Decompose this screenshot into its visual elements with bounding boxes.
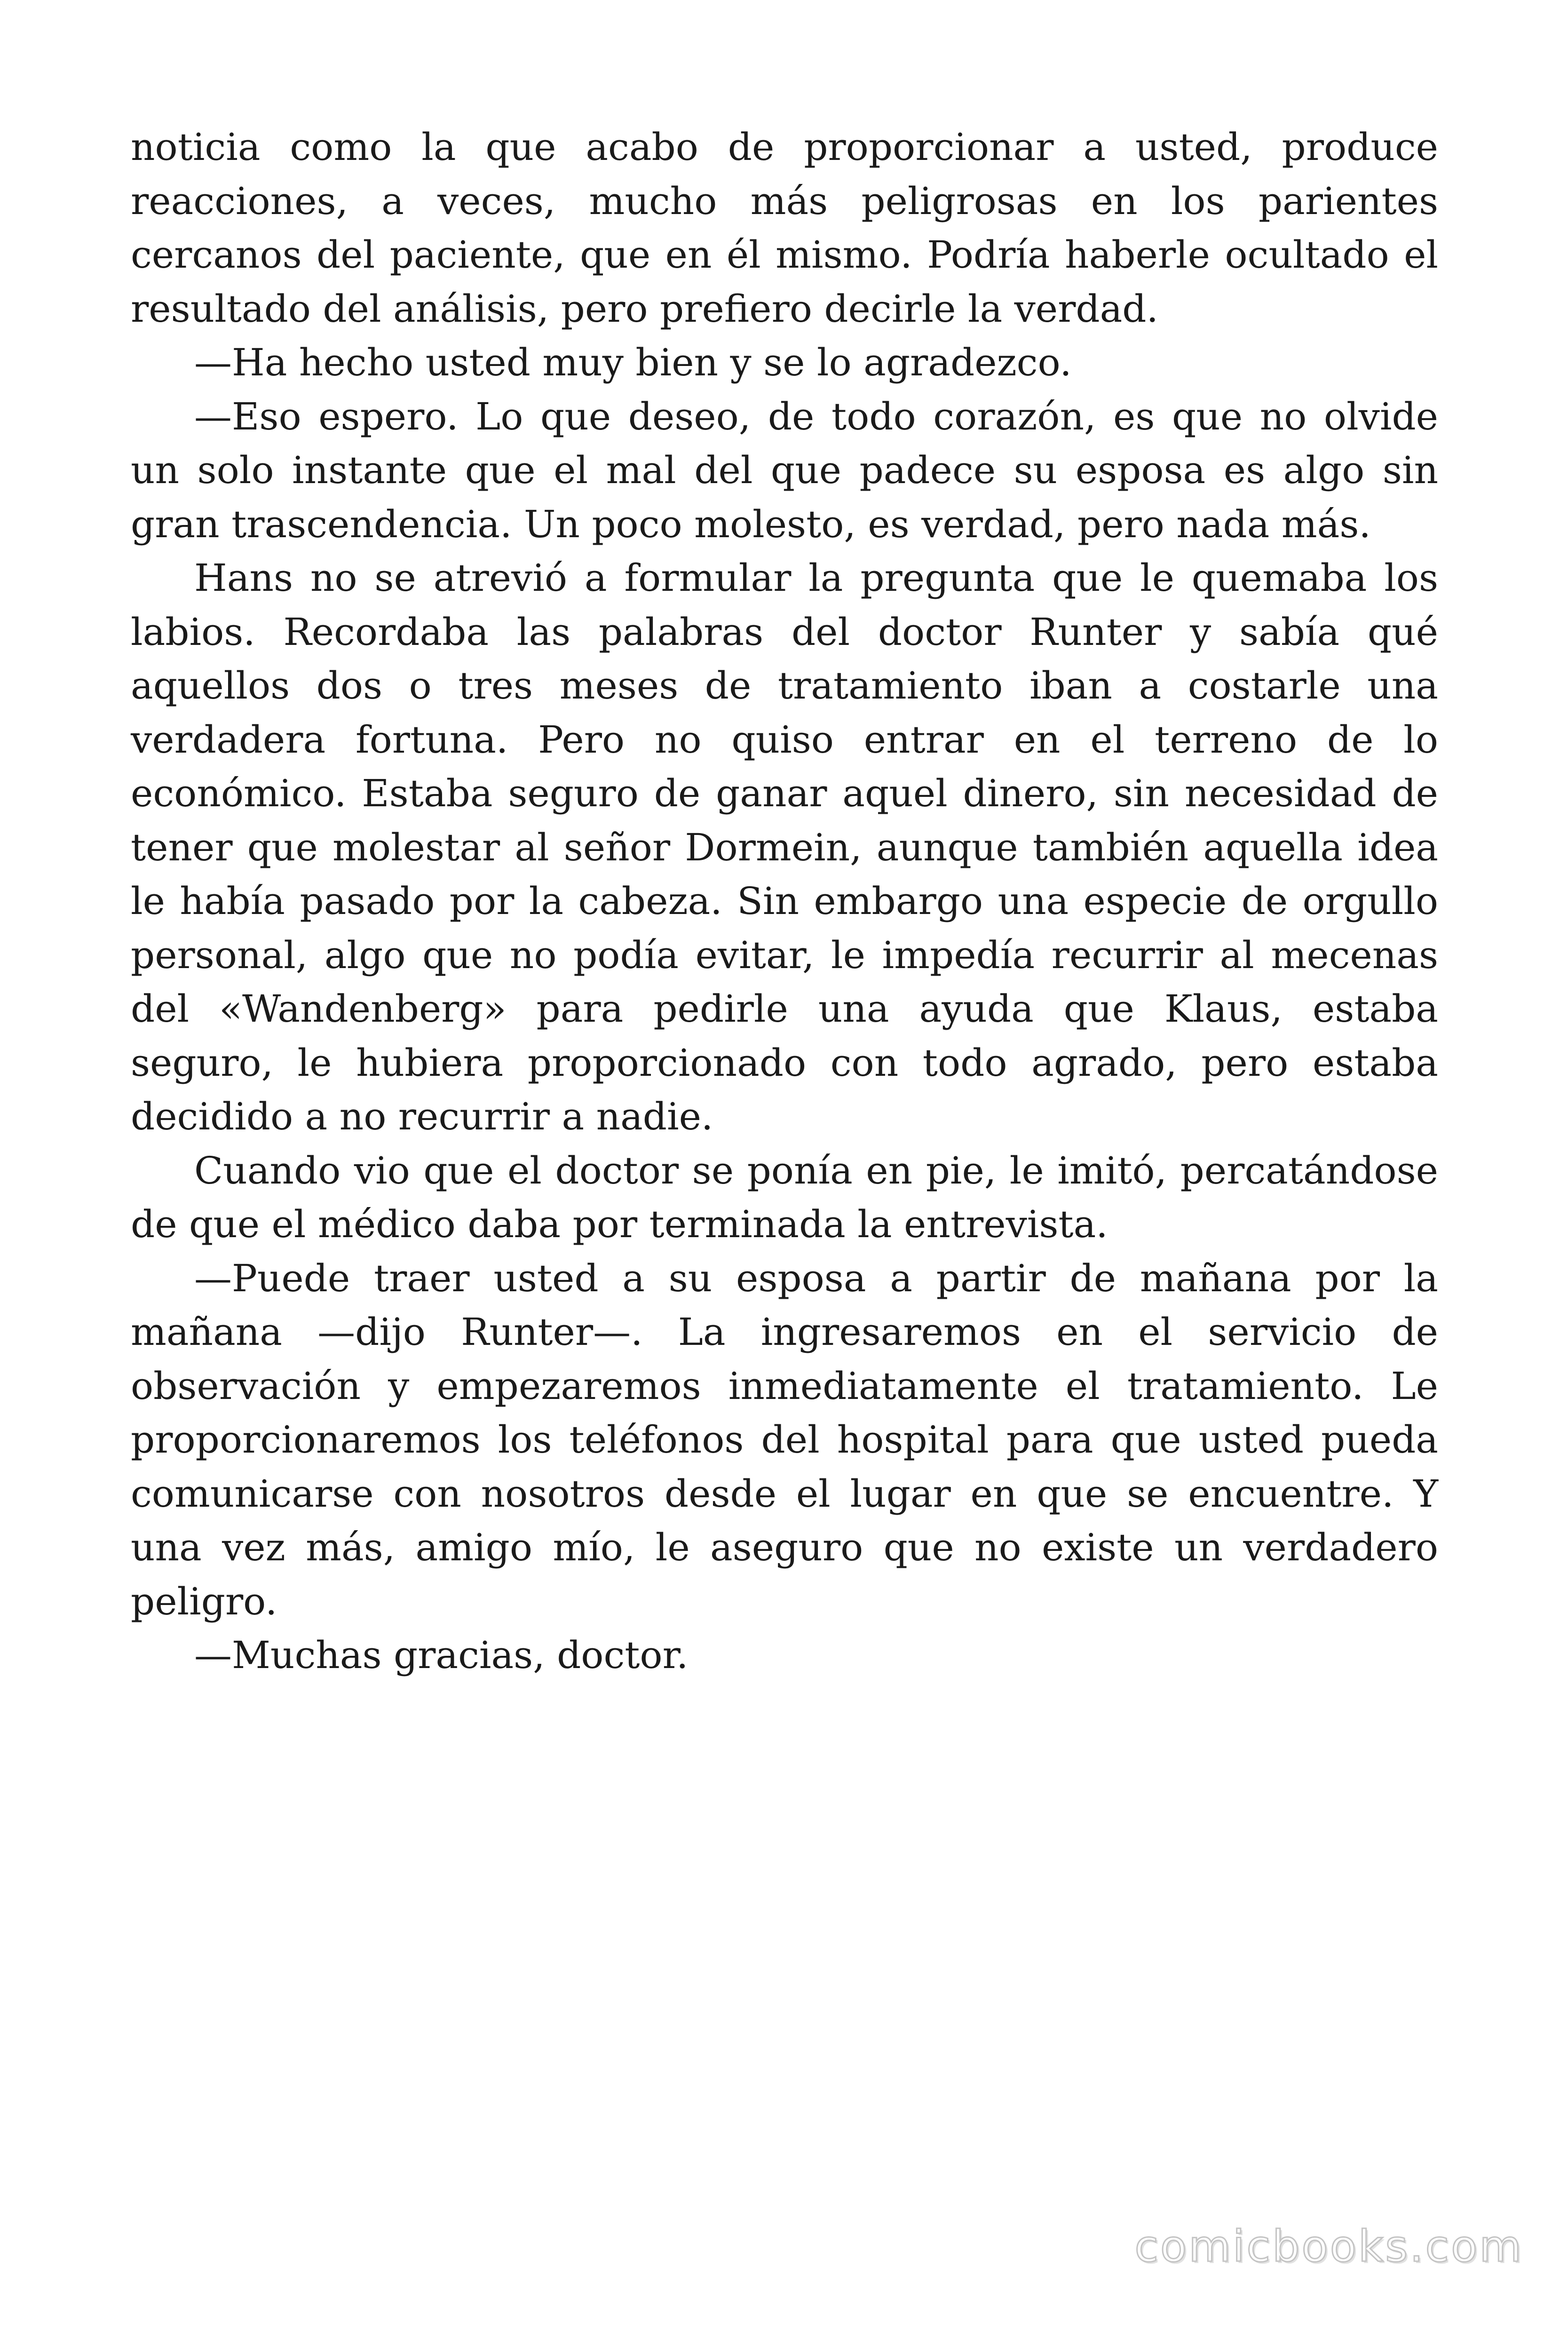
paragraph: Cuando vio que el doctor se ponía en pie, le imitó, percatándose de que el médico daba por terminada la entrevista. — [131, 1148, 1438, 1246]
paragraph: —Muchas gracias, doctor. — [194, 1633, 689, 1677]
watermark: comicbooks.com — [1134, 2221, 1523, 2272]
paragraph: Hans no se atrevió a formular la pregunta que le quemaba los labios. Recordaba las palabras del doctor Runter y sabía qué aquellos dos o tres meses de tratamiento iban a costarle una verdadera fortuna. Pero no quiso entrar en el terreno de lo económico. Estaba seguro de ganar aquel dinero, sin necesidad de tener que molestar al señor Dormein, aunque también aquella idea le había pasado por la cabeza. Sin embargo una especie de orgullo personal, algo que no podía evitar, le impedía recurrir al mecenas del «Wandenberg» para pedirle una ayuda que Klaus, estaba seguro, le hubiera proporcionado con todo agrado, pero estaba decidido a no recurrir a nadie. — [131, 556, 1438, 1138]
body-text — [131, 120, 1438, 1683]
paragraph: —Ha hecho usted muy bien y se lo agradezco. — [194, 341, 1072, 384]
paragraph: noticia como la que acabo de proporcionar a usted, produce reacciones, a veces, mucho más peligrosas en los parientes cercanos del paciente, que en él mismo. Podría haberle ocultado el resultado del análisis, pero prefiero decirle la verdad. — [131, 125, 1438, 331]
paragraph: —Eso espero. Lo que deseo, de todo corazón, es que no olvide un solo instante que el mal del que padece su esposa es algo sin gran trascendencia. Un poco molesto, es verdad, pero nada más. — [131, 394, 1438, 546]
paragraph: —Puede traer usted a su esposa a partir de mañana por la mañana —dijo Runter—. La ingresaremos en el servicio de observación y empezaremos inmediatamente el tratamiento. Le proporcionaremos los teléfonos del hospital para que usted pueda comunicarse con nosotros desde el lugar en que se encuentre. Y una vez más, amigo mío, le aseguro que no existe un verdadero peligro. — [131, 1256, 1438, 1623]
